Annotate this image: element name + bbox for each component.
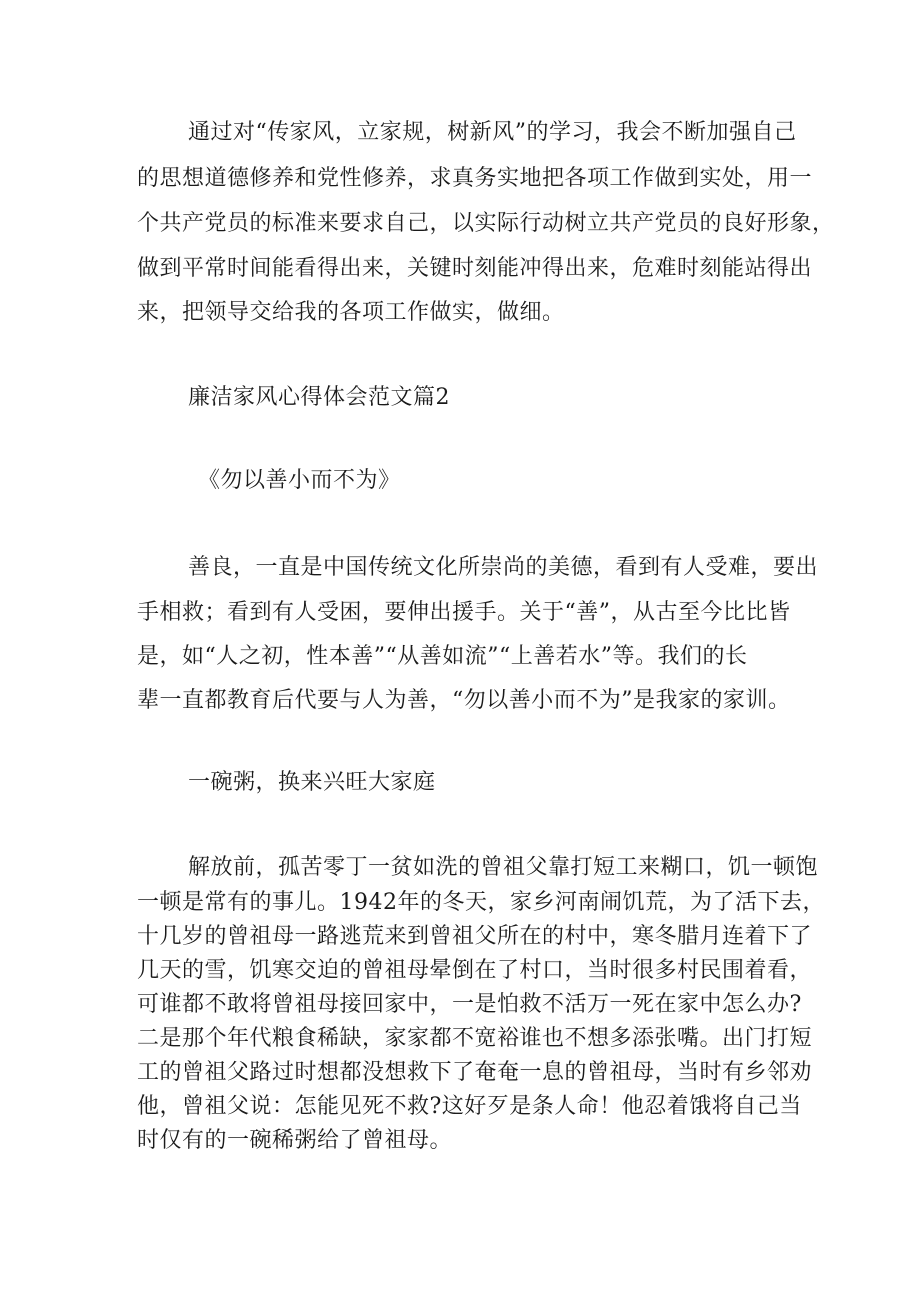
paragraph-line: 善良，一直是中国传统文化所崇尚的美德，看到有人受难，要出: [188, 555, 819, 580]
paragraph-line: 几天的雪，饥寒交迫的曾祖母晕倒在了村口，当时很多村民围着看，: [137, 958, 813, 983]
paragraph-line: 二是那个年代粮食稀缺，家家都不宽裕谁也不想多添张嘴。出门打短: [137, 1026, 813, 1051]
paragraph-line: 手相救；看到有人受困，要伸出援手。关于“善”，从古至今比比皆: [137, 600, 791, 625]
section-title: 廉洁家风心得体会范文篇2: [188, 385, 450, 410]
paragraph-line: 辈一直都教育后代要与人为善，“勿以善小而不为”是我家的家训。: [137, 688, 791, 713]
paragraph-line: 可谁都不敢将曾祖母接回家中，一是怕救不活万一死在家中怎么办?: [137, 992, 802, 1017]
paragraph-line: 来，把领导交给我的各项工作做实，做细。: [137, 300, 565, 325]
paragraph-line: 一顿是常有的事儿。1942年的冬天，家乡河南闹饥荒，为了活下去，: [137, 890, 825, 915]
essay-title: 《勿以善小而不为》: [198, 468, 401, 493]
paragraph-line: 时仅有的一碗稀粥给了曾祖母。: [137, 1128, 453, 1153]
paragraph-line: 十几岁的曾祖母一路逃荒来到曾祖父所在的村中，寒冬腊月连着下了: [137, 924, 813, 949]
subheading: 一碗粥，换来兴旺大家庭: [188, 770, 436, 795]
paragraph-line: 工的曾祖父路过时想都没想救下了奄奄一息的曾祖母，当时有乡邻劝: [137, 1060, 813, 1085]
paragraph-line: 通过对“传家风，立家规，树新风”的学习，我会不断加强自己: [188, 120, 797, 145]
paragraph-line: 的思想道德修养和党性修养，求真务实地把各项工作做到实处，用一: [137, 166, 813, 191]
paragraph-line: 解放前，孤苦零丁一贫如洗的曾祖父靠打短工来糊口，饥一顿饱: [188, 855, 819, 880]
paragraph-line: 他，曾祖父说：怎能见死不救?这好歹是条人命！他忍着饿将自己当: [137, 1094, 802, 1119]
paragraph-line: 是，如“人之初，性本善”“从善如流”“上善若水”等。我们的长: [137, 644, 748, 669]
paragraph-line: 个共产党员的标准来要求自己，以实际行动树立共产党员的良好形象，: [137, 211, 835, 236]
paragraph-line: 做到平常时间能看得出来，关键时刻能冲得出来，危难时刻能站得出: [137, 256, 813, 281]
